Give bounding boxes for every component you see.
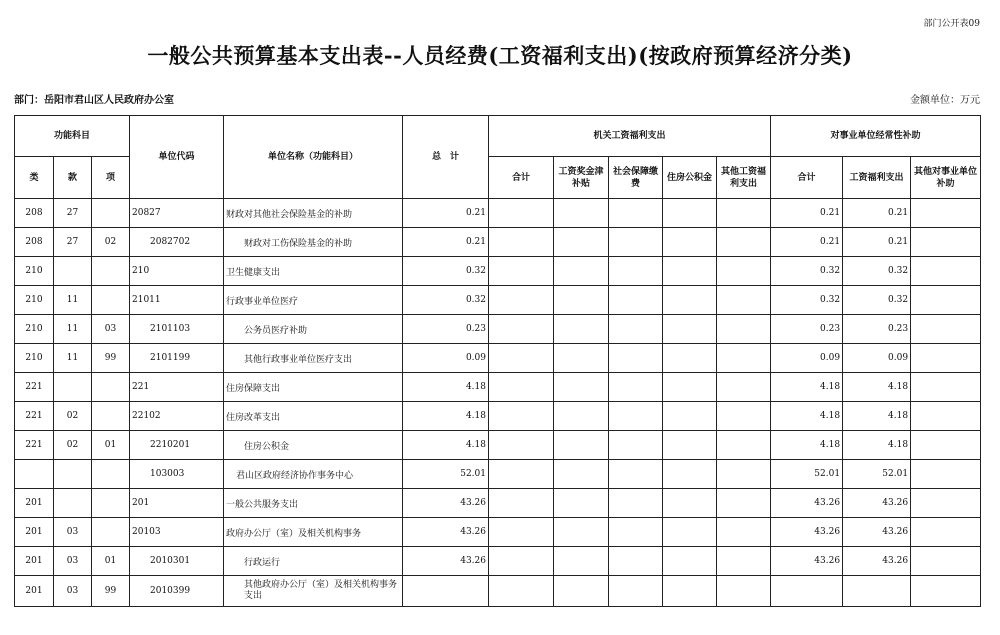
subsidy-group-header: 对事业单位经常性补助 [771,116,981,157]
subsidy-wage-cell: 0.21 [843,199,911,228]
unit-code-header: 单位代码 [130,116,224,199]
subsidy-other-cell [911,373,981,402]
wage-bonus-cell [554,199,609,228]
table-row [15,431,981,460]
wage-social-cell [609,199,663,228]
wage-bonus-cell [554,228,609,257]
unit-name-cell: 住房公积金 [224,431,403,460]
unit-name-cell: 财政对工伤保险基金的补助 [224,228,403,257]
wage-other-cell [717,257,771,286]
table-row [15,576,981,607]
wage-housing-cell [663,286,717,315]
kuan-cell [54,489,92,518]
wage-bonus-cell [554,402,609,431]
wage-other-cell [717,315,771,344]
form-number: 部门公开表09 [923,19,980,29]
subsidy-other-cell [911,431,981,460]
xiang-header: 项 [92,157,130,199]
subsidy-other-cell [911,402,981,431]
subsidy-sum-cell: 4.18 [771,373,843,402]
unit-name-cell: 其他行政事业单位医疗支出 [224,344,403,373]
wage-other-cell [717,518,771,547]
kuan-cell: 02 [54,402,92,431]
wage-social-cell [609,489,663,518]
wage-housing-cell [663,576,717,607]
total-cell: 0.21 [403,199,489,228]
unit-name-header: 单位名称（功能科目） [224,116,403,199]
xiang-cell [92,402,130,431]
subsidy-sum-cell: 0.21 [771,228,843,257]
wage-social-cell [609,344,663,373]
kuan-cell [54,373,92,402]
wage-other-cell [717,576,771,607]
total-header: 总 计 [403,116,489,199]
unit-code-cell: 103003 [130,460,224,489]
wage-social-cell [609,228,663,257]
wage-sum-cell [489,576,554,607]
kuan-cell: 27 [54,199,92,228]
xiang-cell [92,257,130,286]
xiang-cell: 03 [92,315,130,344]
xiang-cell [92,199,130,228]
wage-other-cell [717,547,771,576]
subsidy-other-cell [911,228,981,257]
lei-cell: 210 [15,344,54,373]
subsidy-wage-cell: 43.26 [843,489,911,518]
wage-sum-cell [489,373,554,402]
lei-cell: 221 [15,402,54,431]
total-cell: 4.18 [403,431,489,460]
lei-cell: 210 [15,286,54,315]
subsidy-wage-cell: 43.26 [843,518,911,547]
lei-cell: 210 [15,257,54,286]
kuan-header: 款 [54,157,92,199]
unit-code-cell: 22102 [130,402,224,431]
wage-social-cell [609,402,663,431]
wage-social-cell [609,576,663,607]
wage-housing-cell [663,228,717,257]
table-row [15,344,981,373]
subsidy-wage-cell: 4.18 [843,431,911,460]
lei-cell: 201 [15,518,54,547]
subsidy-sum-cell: 0.23 [771,315,843,344]
subsidy-wage-header: 工资福利支出 [843,157,911,199]
wage-other-cell [717,460,771,489]
unit-code-cell: 20827 [130,199,224,228]
unit-code-cell: 2010399 [130,576,224,607]
wage-sum-cell [489,431,554,460]
subsidy-other-cell [911,344,981,373]
total-cell: 52.01 [403,460,489,489]
wage-housing-cell [663,431,717,460]
subsidy-other-cell [911,547,981,576]
unit-name-cell: 其他政府办公厅（室）及相关机构事务支出 [224,576,403,607]
wage-social-cell [609,315,663,344]
total-cell: 4.18 [403,373,489,402]
xiang-cell: 99 [92,344,130,373]
subsidy-sum-cell: 4.18 [771,402,843,431]
total-cell: 43.26 [403,518,489,547]
total-cell [403,576,489,607]
wage-housing-cell [663,199,717,228]
lei-cell: 201 [15,489,54,518]
wage-other-cell [717,489,771,518]
wage-sum-cell [489,460,554,489]
wage-sum-cell [489,547,554,576]
wage-sum-cell [489,518,554,547]
subsidy-sum-cell: 43.26 [771,547,843,576]
wage-bonus-cell [554,373,609,402]
table-row [15,228,981,257]
wage-other-cell [717,373,771,402]
wage-social-cell [609,431,663,460]
subsidy-other-cell [911,460,981,489]
subsidy-sum-header: 合计 [771,157,843,199]
subsidy-wage-cell: 4.18 [843,402,911,431]
wage-bonus-cell [554,431,609,460]
wage-other-cell [717,402,771,431]
table-row [15,402,981,431]
unit-code-cell: 2101103 [130,315,224,344]
total-cell: 43.26 [403,547,489,576]
amount-unit-label: 金额单位：万元 [910,95,980,106]
wage-social-header: 社会保障缴费 [609,157,663,199]
wage-housing-cell [663,315,717,344]
wage-bonus-cell [554,489,609,518]
kuan-cell: 27 [54,228,92,257]
unit-name-cell: 住房改革支出 [224,402,403,431]
unit-name-cell: 公务员医疗补助 [224,315,403,344]
xiang-cell: 01 [92,547,130,576]
total-cell: 4.18 [403,402,489,431]
budget-table [14,115,981,607]
department-label: 部门：岳阳市君山区人民政府办公室 [14,95,174,106]
unit-code-cell: 2210201 [130,431,224,460]
wage-bonus-cell [554,576,609,607]
wage-sum-cell [489,344,554,373]
kuan-cell [54,257,92,286]
wage-housing-cell [663,344,717,373]
subsidy-sum-cell: 0.21 [771,199,843,228]
subsidy-sum-cell: 0.32 [771,286,843,315]
table-row [15,257,981,286]
wage-other-cell [717,431,771,460]
wage-bonus-cell [554,518,609,547]
subsidy-wage-cell: 52.01 [843,460,911,489]
wage-bonus-cell [554,315,609,344]
wage-housing-cell [663,373,717,402]
table-row [15,460,981,489]
wage-welfare-group-header: 机关工资福利支出 [489,116,771,157]
kuan-cell: 03 [54,518,92,547]
subsidy-other-cell [911,518,981,547]
lei-cell: 221 [15,373,54,402]
subsidy-other-cell [911,257,981,286]
subsidy-wage-cell: 0.32 [843,257,911,286]
table-row [15,489,981,518]
wage-social-cell [609,286,663,315]
subsidy-sum-cell [771,576,843,607]
total-cell: 0.32 [403,286,489,315]
unit-name-cell: 卫生健康支出 [224,257,403,286]
kuan-cell [54,460,92,489]
subsidy-wage-cell: 4.18 [843,373,911,402]
kuan-cell: 11 [54,286,92,315]
subsidy-wage-cell: 0.32 [843,286,911,315]
table-row [15,199,981,228]
subsidy-wage-cell [843,576,911,607]
total-cell: 43.26 [403,489,489,518]
table-row [15,315,981,344]
unit-code-cell: 221 [130,373,224,402]
kuan-cell: 11 [54,344,92,373]
xiang-cell: 02 [92,228,130,257]
subsidy-wage-cell: 0.09 [843,344,911,373]
table-row [15,286,981,315]
subsidy-wage-cell: 0.21 [843,228,911,257]
wage-bonus-cell [554,547,609,576]
wage-bonus-cell [554,257,609,286]
total-cell: 0.23 [403,315,489,344]
wage-other-header: 其他工资福利支出 [717,157,771,199]
wage-housing-cell [663,257,717,286]
subsidy-sum-cell: 52.01 [771,460,843,489]
unit-code-cell: 20103 [130,518,224,547]
wage-sum-cell [489,402,554,431]
unit-name-cell: 一般公共服务支出 [224,489,403,518]
unit-code-cell: 2082702 [130,228,224,257]
subsidy-sum-cell: 43.26 [771,489,843,518]
kuan-cell: 02 [54,431,92,460]
xiang-cell [92,460,130,489]
unit-code-cell: 21011 [130,286,224,315]
unit-code-cell: 2101199 [130,344,224,373]
unit-code-cell: 2010301 [130,547,224,576]
page-title: 一般公共预算基本支出表--人员经费(工资福利支出)(按政府预算经济分类) [147,43,853,68]
wage-sum-header: 合计 [489,157,554,199]
unit-name-cell: 政府办公厅（室）及相关机构事务 [224,518,403,547]
table-row [15,373,981,402]
kuan-cell: 11 [54,315,92,344]
lei-cell: 208 [15,199,54,228]
wage-bonus-cell [554,460,609,489]
xiang-cell: 01 [92,431,130,460]
unit-name-cell: 君山区政府经济协作事务中心 [224,460,403,489]
table-body [15,199,981,607]
wage-housing-cell [663,489,717,518]
xiang-cell [92,489,130,518]
total-cell: 0.32 [403,257,489,286]
unit-name-cell: 住房保障支出 [224,373,403,402]
wage-social-cell [609,547,663,576]
subsidy-other-cell [911,489,981,518]
wage-bonus-header: 工资奖金津补贴 [554,157,609,199]
wage-other-cell [717,286,771,315]
lei-cell: 201 [15,576,54,607]
wage-bonus-cell [554,286,609,315]
lei-cell: 201 [15,547,54,576]
subsidy-wage-cell: 0.23 [843,315,911,344]
unit-name-cell: 行政事业单位医疗 [224,286,403,315]
wage-housing-cell [663,518,717,547]
kuan-cell: 03 [54,547,92,576]
xiang-cell: 99 [92,576,130,607]
unit-name-cell: 行政运行 [224,547,403,576]
total-cell: 0.21 [403,228,489,257]
wage-sum-cell [489,228,554,257]
wage-sum-cell [489,489,554,518]
subsidy-sum-cell: 43.26 [771,518,843,547]
subsidy-other-cell [911,576,981,607]
wage-other-cell [717,344,771,373]
wage-housing-cell [663,402,717,431]
wage-social-cell [609,257,663,286]
kuan-cell: 03 [54,576,92,607]
lei-cell: 208 [15,228,54,257]
wage-bonus-cell [554,344,609,373]
subsidy-sum-cell: 0.32 [771,257,843,286]
wage-other-cell [717,199,771,228]
lei-cell: 210 [15,315,54,344]
unit-code-cell: 210 [130,257,224,286]
wage-social-cell [609,518,663,547]
subsidy-wage-cell: 43.26 [843,547,911,576]
wage-sum-cell [489,199,554,228]
wage-social-cell [609,373,663,402]
unit-code-cell: 201 [130,489,224,518]
wage-housing-cell [663,547,717,576]
unit-name-cell: 财政对其他社会保险基金的补助 [224,199,403,228]
lei-cell [15,460,54,489]
wage-social-cell [609,460,663,489]
table-row [15,547,981,576]
xiang-cell [92,373,130,402]
lei-header: 类 [15,157,54,199]
wage-sum-cell [489,257,554,286]
subsidy-other-header: 其他对事业单位补助 [911,157,981,199]
xiang-cell [92,286,130,315]
wage-other-cell [717,228,771,257]
subsidy-sum-cell: 0.09 [771,344,843,373]
subsidy-other-cell [911,315,981,344]
subsidy-other-cell [911,286,981,315]
func-subject-header: 功能科目 [15,116,130,157]
xiang-cell [92,518,130,547]
table-row [15,518,981,547]
lei-cell: 221 [15,431,54,460]
total-cell: 0.09 [403,344,489,373]
subsidy-sum-cell: 4.18 [771,431,843,460]
wage-sum-cell [489,286,554,315]
wage-sum-cell [489,315,554,344]
wage-housing-header: 住房公积金 [663,157,717,199]
wage-housing-cell [663,460,717,489]
subsidy-other-cell [911,199,981,228]
